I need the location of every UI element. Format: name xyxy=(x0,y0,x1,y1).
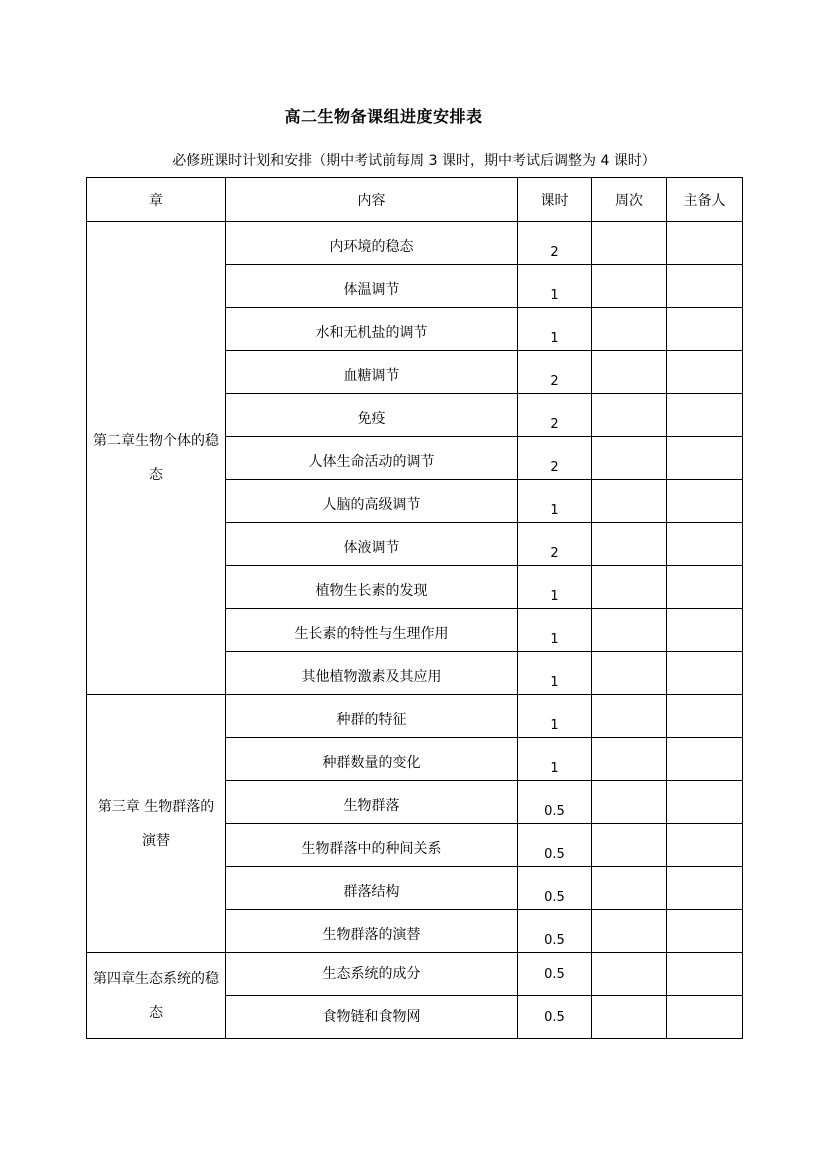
content-cell: 种群数量的变化 xyxy=(226,738,518,781)
content-cell: 体温调节 xyxy=(226,265,518,308)
table-header-row xyxy=(87,178,743,222)
content-cell: 生长素的特性与生理作用 xyxy=(226,609,518,652)
lead-cell xyxy=(667,308,743,351)
week-cell xyxy=(592,996,667,1039)
content-cell: 其他植物激素及其应用 xyxy=(226,652,518,695)
content-cell: 生物群落的演替 xyxy=(226,910,518,953)
header-hours: 课时 xyxy=(518,178,592,222)
week-cell xyxy=(592,910,667,953)
hours-cell: 1 xyxy=(518,480,592,523)
week-cell xyxy=(592,738,667,781)
hours-cell: 1 xyxy=(518,652,592,695)
content-cell: 人脑的高级调节 xyxy=(226,480,518,523)
content-cell: 群落结构 xyxy=(226,867,518,910)
hours-cell: 0.5 xyxy=(518,953,592,996)
lead-cell xyxy=(667,566,743,609)
week-cell xyxy=(592,523,667,566)
document-title: 高二生物备课组进度安排表 xyxy=(284,107,483,126)
lead-cell xyxy=(667,523,743,566)
week-cell xyxy=(592,351,667,394)
lead-cell xyxy=(667,867,743,910)
lead-cell xyxy=(667,652,743,695)
hours-cell: 0.5 xyxy=(518,867,592,910)
content-cell: 免疫 xyxy=(226,394,518,437)
week-cell xyxy=(592,480,667,523)
header-week: 周次 xyxy=(592,178,667,222)
hours-cell: 1 xyxy=(518,265,592,308)
week-cell xyxy=(592,609,667,652)
chapter-cell: 第四章生态系统的稳态 xyxy=(87,953,226,1039)
table-body xyxy=(87,222,743,1039)
week-cell xyxy=(592,566,667,609)
week-cell xyxy=(592,695,667,738)
week-cell xyxy=(592,652,667,695)
content-cell: 生物群落中的种间关系 xyxy=(226,824,518,867)
hours-cell: 1 xyxy=(518,609,592,652)
hours-cell: 2 xyxy=(518,394,592,437)
hours-cell: 1 xyxy=(518,308,592,351)
hours-cell: 2 xyxy=(518,437,592,480)
content-cell: 生态系统的成分 xyxy=(226,953,518,996)
lead-cell xyxy=(667,910,743,953)
week-cell xyxy=(592,781,667,824)
lead-cell xyxy=(667,824,743,867)
lead-cell xyxy=(667,996,743,1039)
week-cell xyxy=(592,308,667,351)
week-cell xyxy=(592,222,667,265)
header-content: 内容 xyxy=(226,178,518,222)
content-cell: 体液调节 xyxy=(226,523,518,566)
lead-cell xyxy=(667,265,743,308)
week-cell xyxy=(592,953,667,996)
lead-cell xyxy=(667,695,743,738)
content-cell: 血糖调节 xyxy=(226,351,518,394)
content-cell: 生物群落 xyxy=(226,781,518,824)
lead-cell xyxy=(667,222,743,265)
hours-cell: 0.5 xyxy=(518,781,592,824)
table-row xyxy=(87,222,743,265)
content-cell: 水和无机盐的调节 xyxy=(226,308,518,351)
lead-cell xyxy=(667,953,743,996)
document-subtitle: 必修班课时计划和安排（期中考试前每周 3 课时，期中考试后调整为 4 课时） xyxy=(172,153,656,169)
lead-cell xyxy=(667,351,743,394)
table-row xyxy=(87,953,743,996)
hours-cell: 1 xyxy=(518,695,592,738)
chapter-cell: 第三章 生物群落的演替 xyxy=(87,695,226,953)
lead-cell xyxy=(667,437,743,480)
hours-cell: 2 xyxy=(518,222,592,265)
hours-cell: 2 xyxy=(518,351,592,394)
header-lead: 主备人 xyxy=(667,178,743,222)
hours-cell: 0.5 xyxy=(518,824,592,867)
lead-cell xyxy=(667,609,743,652)
header-chapter: 章 xyxy=(87,178,226,222)
content-cell: 人体生命活动的调节 xyxy=(226,437,518,480)
content-cell: 食物链和食物网 xyxy=(226,996,518,1039)
lead-cell xyxy=(667,394,743,437)
hours-cell: 2 xyxy=(518,523,592,566)
lead-cell xyxy=(667,480,743,523)
lead-cell xyxy=(667,781,743,824)
content-cell: 内环境的稳态 xyxy=(226,222,518,265)
table-row xyxy=(87,695,743,738)
hours-cell: 0.5 xyxy=(518,910,592,953)
week-cell xyxy=(592,867,667,910)
chapter-cell: 第二章生物个体的稳态 xyxy=(87,222,226,695)
lead-cell xyxy=(667,738,743,781)
week-cell xyxy=(592,437,667,480)
week-cell xyxy=(592,394,667,437)
content-cell: 种群的特征 xyxy=(226,695,518,738)
hours-cell: 1 xyxy=(518,738,592,781)
schedule-table xyxy=(86,177,743,1039)
hours-cell: 0.5 xyxy=(518,996,592,1039)
content-cell: 植物生长素的发现 xyxy=(226,566,518,609)
hours-cell: 1 xyxy=(518,566,592,609)
week-cell xyxy=(592,265,667,308)
week-cell xyxy=(592,824,667,867)
